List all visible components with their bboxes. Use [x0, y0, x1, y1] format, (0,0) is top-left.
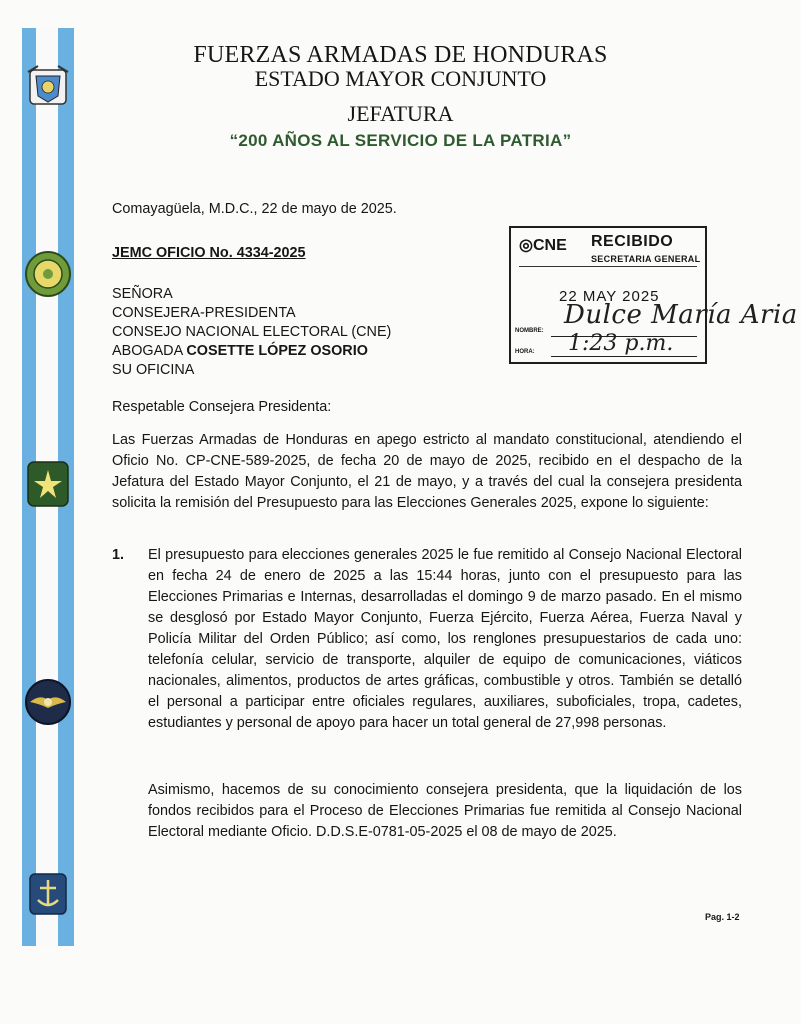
recipient-line-3: CONSEJO NACIONAL ELECTORAL (CNE) [112, 324, 392, 340]
handwritten-time: 1:23 p.m. [568, 331, 674, 356]
stamp-time-label: HORA: [515, 349, 535, 355]
recipient-block [112, 285, 391, 380]
institution-unit: ESTADO MAYOR CONJUNTO [254, 66, 547, 91]
place-date: Comayagüela, M.D.C., 22 de mayo de 2025. [112, 201, 397, 217]
army-circle-emblem-icon [20, 246, 76, 302]
recipient-line-5: SU OFICINA [112, 362, 195, 378]
recipient-title: ABOGADA [112, 343, 187, 359]
stamp-date: 22 MAY 2025 [559, 288, 660, 305]
stamp-time-line [551, 356, 697, 357]
stamp-divider [519, 266, 697, 267]
stamp-logo-icon: ◎ [519, 237, 533, 254]
stamp-name-label: NOMBRE: [515, 328, 544, 334]
intro-paragraph: Las Fuerzas Armadas de Honduras en apego estricto al mandato constitucional, atendiendo el Oficio No. CP-CNE-589-2025, de fecha 20 de mayo de 2025, recibido en el despacho de la Jefatura del Estado Mayor Conjunto, el 21 de mayo, y a través del cual la consejera presidenta solicita la remisión del Presupuesto para las Elecciones Generales 2025, expone lo siguiente: [112, 432, 742, 511]
page-number: Pag. 1-2 [705, 912, 740, 922]
document-reference: JEMC OFICIO No. 4334-2025 [112, 245, 306, 261]
army-star-emblem-icon [20, 456, 76, 512]
item-number: 1. [112, 547, 125, 563]
item-1-paragraph: El presupuesto para elecciones generales 2025 le fue remitido al Consejo Nacional Electoral en fecha 24 de enero de 2025 a las 15:44 horas, junto con el presupuesto para las Elecciones Primarias e Internas, desarrolladas el domingo 9 de marzo pasado. En el mismo se desglosó por Estado Mayor Conjunto, Fuerza Ejército, Fuerza Aérea, Fuerza Naval y Policía Militar del Orden Público; así como, los renglones presupuestarios de cada uno: telefonía celular, servicio de transporte, alquiler de equipo de comunicaciones, viáticos nacionales, alimentos, productos de artes gráficas, combustible y otros. También se detalló el personal a participar entre oficiales regulares, auxiliares, suboficiales, tropa, cadetes, estudiantes y personal de apoyo para hacer un total general de 27,998 personas. [148, 547, 742, 731]
recipient-line-4 [112, 342, 391, 361]
side-banner [22, 28, 74, 946]
followup-paragraph: Asimismo, hacemos de su conocimiento consejera presidenta, que la liquidación de los fondos recibidos para el Proceso de Elecciones Primarias fue remitida al Consejo Nacional Electoral mediante Oficio. D.D.S.E-0781-05-2025 el 08 de mayo de 2025. [148, 782, 742, 840]
recipient-name: COSETTE LÓPEZ OSORIO [186, 343, 368, 359]
stamp-title: RECIBIDO [591, 233, 674, 250]
handwritten-name: Dulce María Aria [564, 300, 798, 330]
greeting: Respetable Consejera Presidenta: [112, 399, 332, 415]
stamp-subtitle: SECRETARIA GENERAL [591, 254, 701, 264]
stamp-logo-text: CNE [532, 237, 567, 254]
institution-office: JEFATURA [347, 101, 454, 126]
institution-name: FUERZAS ARMADAS DE HONDURAS [193, 42, 608, 68]
recipient-line-2: CONSEJERA-PRESIDENTA [112, 305, 296, 321]
motto: “200 AÑOS AL SERVICIO DE LA PATRIA” [229, 131, 572, 150]
recipient-line-1: SEÑORA [112, 286, 173, 302]
stamp-logo [519, 235, 567, 255]
air-force-emblem-icon [20, 674, 76, 730]
navy-emblem-icon [20, 866, 76, 922]
